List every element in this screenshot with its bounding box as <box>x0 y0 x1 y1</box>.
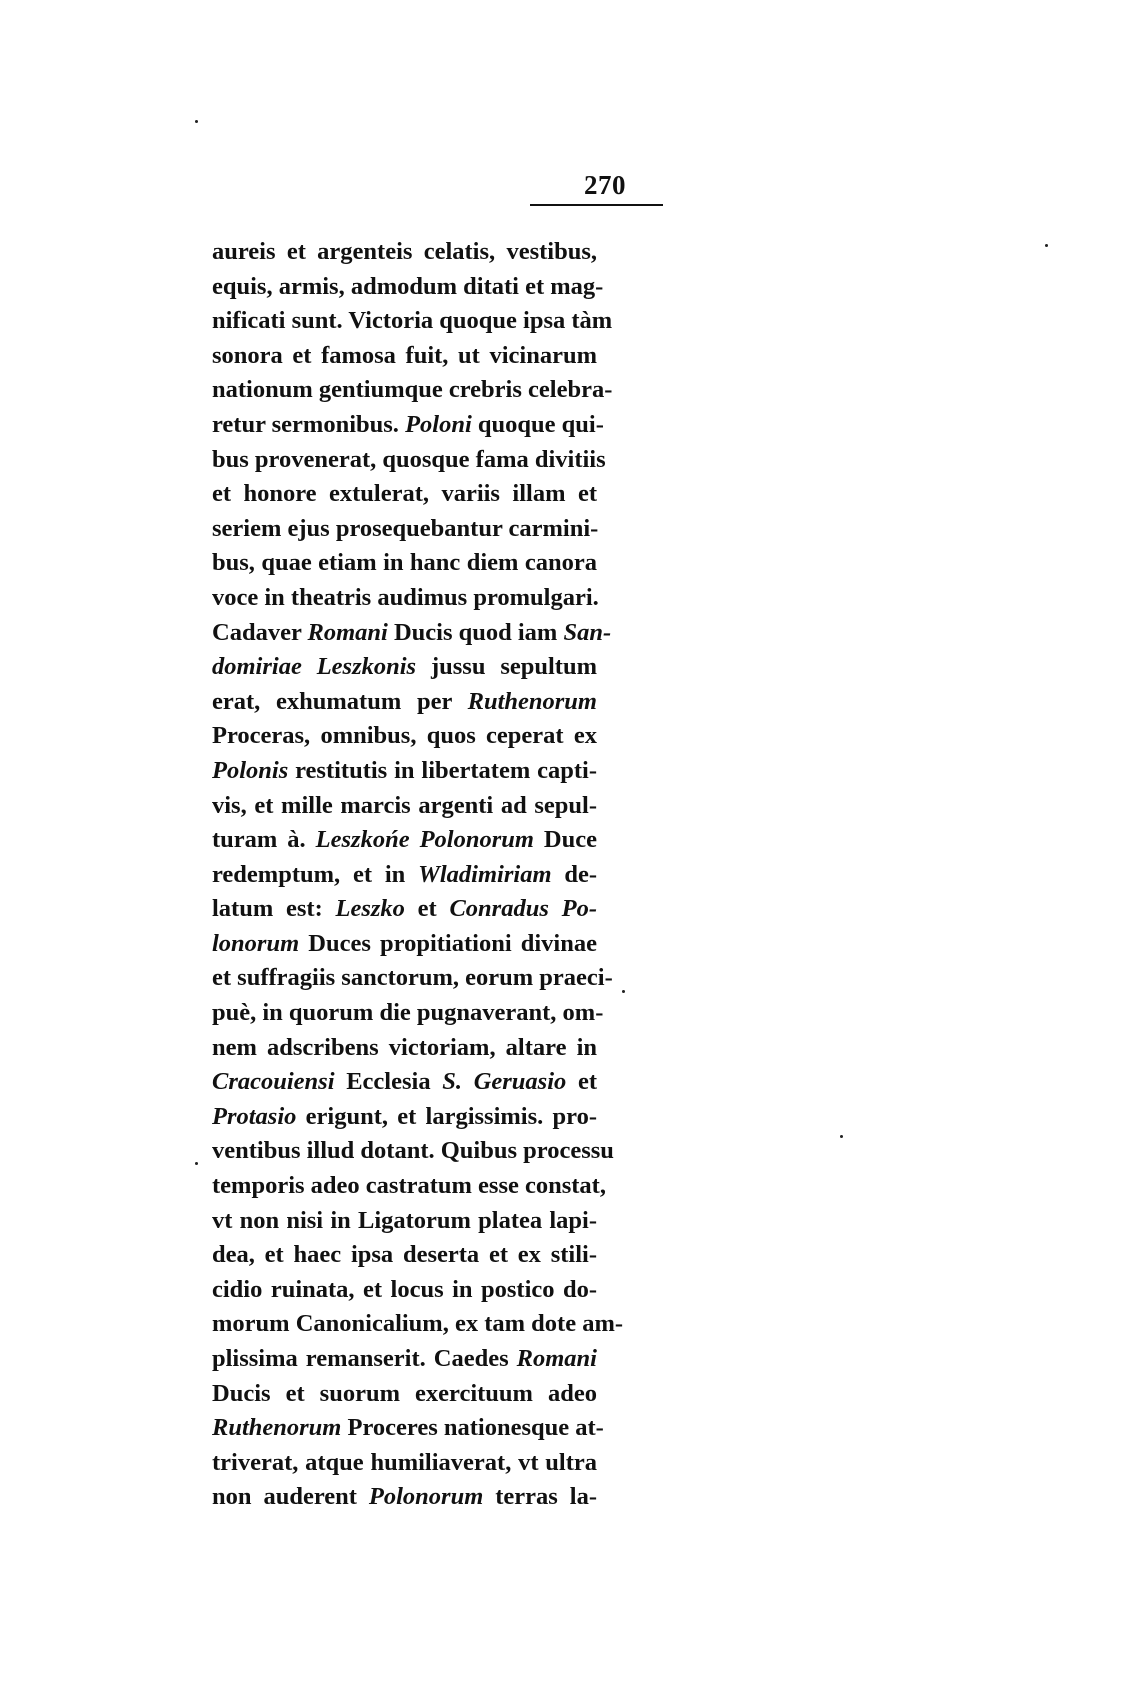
text-line <box>212 719 597 754</box>
text-line <box>212 443 606 478</box>
text-segment: bus, quae etiam in hanc diem canora <box>212 549 597 577</box>
text-line <box>212 408 604 443</box>
text-line <box>212 892 597 927</box>
text-line <box>212 373 613 408</box>
text-segment: Cadaver <box>212 618 308 646</box>
text-segment: et <box>404 895 450 923</box>
text-segment: Duces propitiationi divinae <box>299 929 597 957</box>
text-line <box>212 339 597 374</box>
italic-segment: Romani <box>307 618 388 646</box>
text-line <box>212 1480 597 1515</box>
header-rule <box>530 204 663 206</box>
text-segment: morum Canonicalium, ex tam dote am- <box>212 1310 624 1338</box>
text-line <box>212 581 597 616</box>
text-segment: erigunt, et largissimis. pro- <box>296 1102 597 1130</box>
text-segment: restitutis in libertatem capti- <box>288 756 597 784</box>
text-line <box>212 1204 597 1239</box>
text-segment: terras la- <box>483 1483 597 1511</box>
text-segment: vt non nisi in Ligatorum platea lapi- <box>212 1206 597 1234</box>
text-line <box>212 1134 614 1169</box>
text-line <box>212 1238 597 1273</box>
scan-speck <box>195 1162 198 1165</box>
text-segment: et suffragiis sanctorum, eorum praeci- <box>212 964 613 992</box>
text-segment: voce in theatris audimus promulgari. <box>212 583 599 611</box>
text-segment: bus provenerat, quosque fama divitiis <box>212 445 606 473</box>
text-segment: erat, exhumatum per <box>212 687 468 715</box>
text-segment: turam à. <box>212 826 316 854</box>
text-line <box>212 996 604 1031</box>
text-line <box>212 961 613 996</box>
text-line <box>212 304 613 339</box>
text-line <box>212 927 597 962</box>
text-line <box>212 1411 604 1446</box>
text-segment: aureis et argenteis celatis, vestibus, <box>212 238 597 265</box>
text-segment: puè, in quorum die pugnaverant, om- <box>212 999 604 1027</box>
italic-segment: Leszkońe Polonorum <box>315 826 534 854</box>
text-segment: de- <box>551 860 597 888</box>
text-segment: plissima remanserit. Caedes <box>212 1345 517 1372</box>
text-segment: nem adscribens victoriam, altare in <box>212 1033 597 1061</box>
italic-segment: Wladimiriam <box>418 860 552 888</box>
text-segment: retur sermonibus. <box>212 410 406 438</box>
text-segment: temporis adeo castratum esse constat, <box>212 1172 606 1200</box>
text-line <box>212 546 597 581</box>
text-segment: cidio ruinata, et locus in postico do- <box>212 1275 597 1303</box>
text-line <box>212 477 597 512</box>
text-line <box>212 685 597 720</box>
text-segment: Ducis et suorum exercituum adeo <box>212 1379 597 1407</box>
text-segment: seriem ejus prosequebantur carmini- <box>212 514 599 542</box>
text-segment: Proceres nationesque at- <box>341 1414 604 1442</box>
text-segment: nificati sunt. Victoria quoque ipsa tàm <box>212 307 613 335</box>
scan-speck <box>622 990 625 993</box>
italic-segment: Polonis <box>212 756 289 784</box>
italic-segment: Cracouiensi <box>212 1068 335 1096</box>
text-line <box>212 1307 624 1342</box>
italic-segment: San- <box>563 618 612 646</box>
text-line <box>212 858 597 893</box>
text-segment: Proceras, omnibus, quos ceperat ex <box>212 722 597 750</box>
italic-segment: Ruthenorum <box>212 1414 342 1442</box>
text-segment: Ducis quod iam <box>387 618 564 646</box>
text-line <box>212 1377 597 1412</box>
text-segment: dea, et haec ipsa deserta et ex stili- <box>212 1241 597 1269</box>
text-line <box>212 616 612 651</box>
scan-speck <box>1045 244 1048 247</box>
text-line <box>212 1100 597 1135</box>
text-line <box>212 789 597 824</box>
text-segment: triverat, atque humiliaverat, vt ultra <box>212 1448 597 1476</box>
text-segment: nationum gentiumque crebris celebra- <box>212 376 613 404</box>
italic-segment: Poloni <box>405 410 472 438</box>
text-segment: equis, armis, admodum ditati et mag- <box>212 272 604 300</box>
italic-segment: domiriae Leszkonis <box>212 653 417 681</box>
text-segment: latum est: <box>212 895 336 923</box>
italic-segment: S. Geruasio <box>442 1068 567 1096</box>
text-segment: vis, et mille marcis argenti ad sepul- <box>212 791 597 819</box>
text-line <box>212 1342 597 1377</box>
text-line <box>212 1169 606 1204</box>
italic-segment: Conradus Po- <box>449 895 597 923</box>
text-segment: redemptum, et in <box>212 860 419 888</box>
text-line <box>212 235 597 270</box>
text-segment: sonora et famosa fuit, ut vicinarum <box>212 341 597 369</box>
text-segment: Ecclesia <box>334 1068 443 1096</box>
text-segment: et honore extulerat, variis illam et <box>212 480 597 508</box>
text-line <box>212 1273 597 1308</box>
scan-speck <box>840 1135 843 1138</box>
text-line <box>212 1065 597 1100</box>
text-segment: quoque qui- <box>471 410 604 438</box>
text-line <box>212 1031 597 1066</box>
text-segment: ventibus illud dotant. Quibus processu <box>212 1137 614 1165</box>
text-segment: Duce <box>533 826 597 854</box>
text-line <box>212 650 597 685</box>
text-segment: jussu sepultum <box>416 653 597 681</box>
italic-segment: lonorum <box>212 929 300 957</box>
italic-segment: Protasio <box>212 1102 297 1130</box>
italic-segment: Romani <box>516 1345 597 1372</box>
text-line <box>212 512 597 547</box>
text-line <box>212 1446 597 1481</box>
page-number: 270 <box>584 170 626 200</box>
body-text <box>212 235 624 1515</box>
scan-speck <box>195 120 198 123</box>
text-line <box>212 270 604 305</box>
text-segment: non auderent <box>212 1483 369 1511</box>
italic-segment: Leszko <box>335 895 405 923</box>
text-line <box>212 754 597 789</box>
text-segment: et <box>566 1068 597 1096</box>
italic-segment: Polonorum <box>368 1483 484 1511</box>
text-line <box>212 823 597 858</box>
italic-segment: Ruthenorum <box>467 687 597 715</box>
